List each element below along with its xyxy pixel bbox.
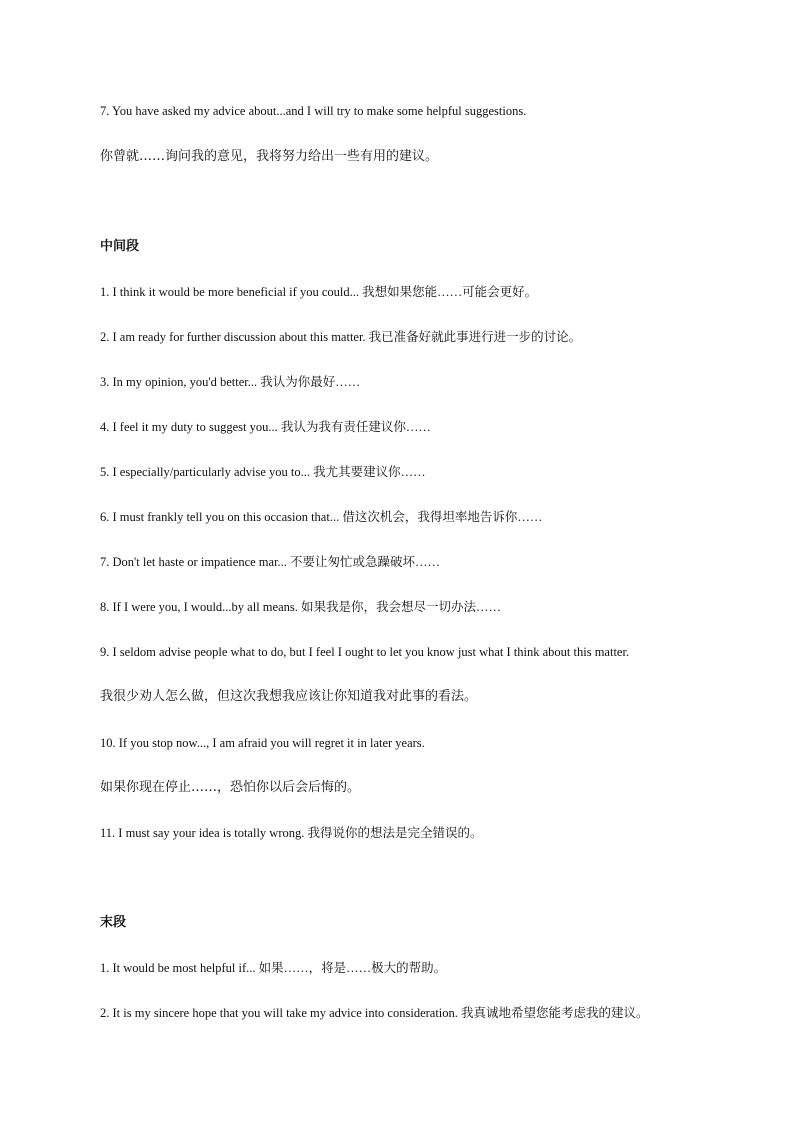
- middle-item-3: 3. In my opinion, you'd better... 我认为你最好……: [100, 375, 361, 389]
- middle-item-10-english: 10. If you stop now..., I am afraid you will regret it in later years.: [100, 736, 425, 750]
- middle-item-5: 5. I especially/particularly advise you to... 我尤其要建议你……: [100, 465, 426, 479]
- middle-item-8: 8. If I were you, I would...by all means. 如果我是你，我会想尽一切办法……: [100, 600, 501, 614]
- closing-section-heading: 末段: [100, 915, 127, 930]
- middle-item-7: 7. Don't let haste or impatience mar... 不要让匆忙或急躁破坏……: [100, 555, 441, 569]
- middle-item-2: 2. I am ready for further discussion about this matter. 我已准备好就此事进行进一步的讨论。: [100, 330, 582, 344]
- closing-item-2: 2. It is my sincere hope that you will take my advice into consideration. 我真诚地希望您能考虑我的建议。: [100, 1006, 649, 1020]
- intro-item-7-english: 7. You have asked my advice about...and I will try to make some helpful suggestions.: [100, 104, 527, 118]
- middle-section-heading: 中间段: [100, 239, 140, 254]
- middle-item-6: 6. I must frankly tell you on this occasion that... 借这次机会，我得坦率地告诉你……: [100, 510, 543, 524]
- intro-item-7-chinese: 你曾就……询问我的意见，我将努力给出一些有用的建议。: [100, 149, 439, 164]
- middle-item-1: 1. I think it would be more beneficial if you could... 我想如果您能……可能会更好。: [100, 285, 538, 299]
- middle-item-9-english: 9. I seldom advise people what to do, but I feel I ought to let you know just what I think about this matter.: [100, 645, 630, 659]
- middle-item-9-chinese: 我很少劝人怎么做，但这次我想我应该让你知道我对此事的看法。: [100, 689, 478, 704]
- closing-item-1: 1. It would be most helpful if... 如果……，将是……极大的帮助。: [100, 961, 447, 975]
- middle-item-11: 11. I must say your idea is totally wrong. 我得说你的想法是完全错误的。: [100, 826, 483, 840]
- middle-item-10-chinese: 如果你现在停止……，恐怕你以后会后悔的。: [100, 780, 361, 795]
- middle-item-4: 4. I feel it my duty to suggest you... 我认为我有责任建议你……: [100, 420, 431, 434]
